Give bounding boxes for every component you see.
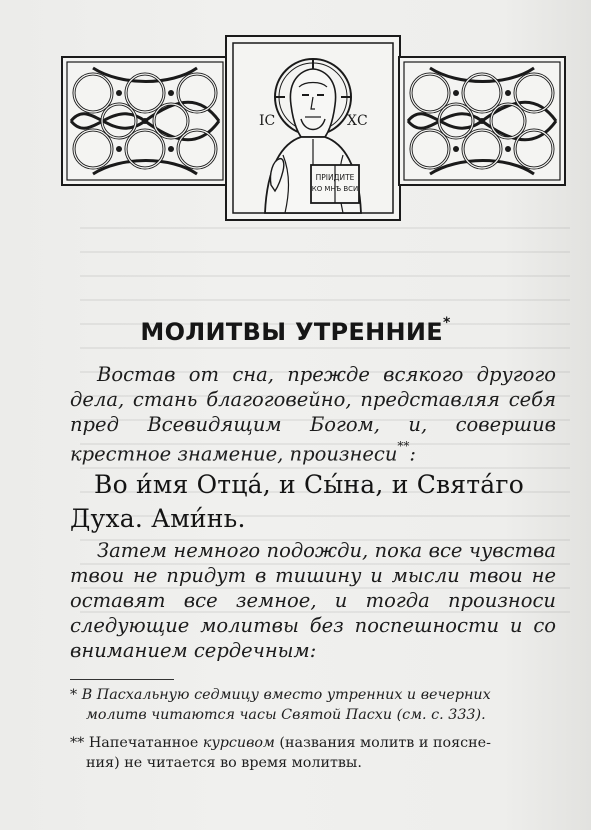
- intro-tail: :: [409, 442, 416, 466]
- icon-label-xc: ХС: [347, 113, 368, 129]
- instruction-paragraph: Затем немного подожди, пока все чувства твои не придут в тишину и мысли твои не оставят все земное, и тогда произноси следующие молитвы без поспешности и со вниманием сердечным:: [70, 539, 556, 662]
- footnote-1-line-1: В Пасхальную седмицу вместо утренних и вечерних: [81, 687, 491, 703]
- celtic-knot-ornament-left: [61, 56, 229, 186]
- prayer-line-1: Во и́мя Отца́, и Сы́на, и Свята́го: [94, 470, 524, 499]
- intro-text: Востав от сна, прежде всякого другого дела, стань благоговейно, представляя себя пред Всевидящим Богом, и, совершив крестное знамение, произнеси: [70, 363, 556, 466]
- footnote-2-line-2: ния) не читается во время молитвы.: [86, 755, 362, 771]
- title-text: МОЛИТВЫ УТРЕННИЕ: [140, 318, 443, 346]
- christ-pantocrator-icon: [225, 35, 401, 221]
- section-title: [0, 315, 591, 346]
- intro-footnote-mark: **: [397, 439, 410, 453]
- ornamental-header: [61, 35, 566, 223]
- footnote-2: [70, 733, 558, 773]
- footnote-divider: [70, 679, 174, 680]
- title-footnote-mark: *: [442, 315, 451, 331]
- footnote-2-text-after: (названия молитв и поясне-: [274, 735, 491, 751]
- prayer-line-2: Духа. Ами́нь.: [70, 504, 246, 533]
- footnote-2-text-before: Напечатанное: [88, 735, 203, 751]
- prayer-text: [70, 468, 560, 536]
- footnote-2-mark: **: [70, 735, 85, 751]
- footnote-1-mark: *: [70, 687, 78, 703]
- celtic-knot-ornament-right: [398, 56, 566, 186]
- footnote-1-line-2: молитв читаются часы Святой Пасхи (см. с. 333).: [86, 707, 486, 723]
- footnote-1: [70, 685, 558, 725]
- book-text-line1: ПРІИДИТЕ: [315, 173, 355, 182]
- icon-label-ic: ІС: [259, 113, 276, 129]
- book-text-line2: КО МНѢ ВСИ: [311, 185, 359, 193]
- intro-paragraph: [70, 362, 556, 467]
- footnote-2-emphasis: курсивом: [202, 735, 275, 751]
